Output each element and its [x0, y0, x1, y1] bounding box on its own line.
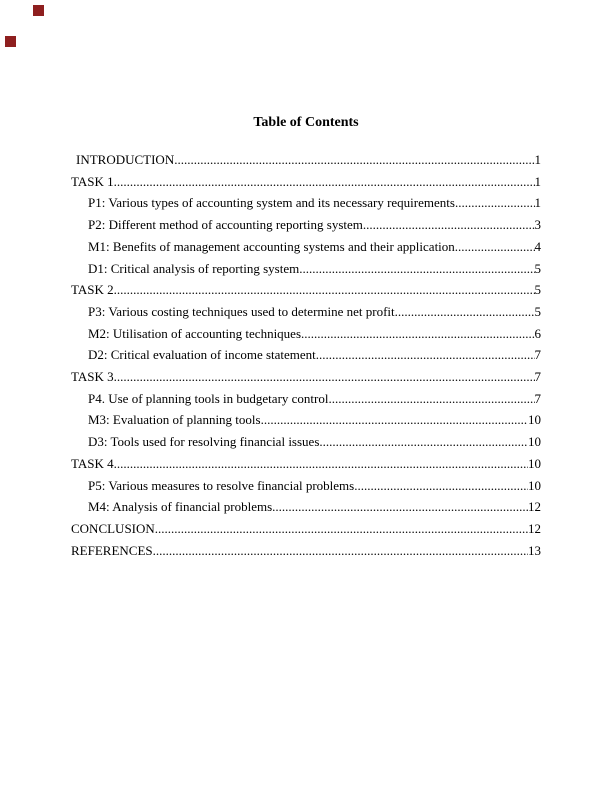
toc-entry-label: P2: Different method of accounting reporting system [88, 217, 363, 233]
toc-entry-label: M3: Evaluation of planning tools [88, 412, 261, 428]
dot-leader [299, 258, 534, 280]
toc-entry-label: M4: Analysis of financial problems [88, 499, 273, 515]
toc-page-number: 1 [534, 152, 541, 167]
toc-entry-label: D3: Tools used for resolving financial issues [88, 434, 320, 450]
toc-page-number: 5 [534, 282, 541, 298]
toc-page-number: 1 [534, 173, 541, 189]
toc-entry [71, 453, 541, 475]
toc-page-number: 6 [534, 325, 541, 341]
table-of-contents [71, 113, 541, 561]
dot-leader [155, 518, 528, 540]
toc-entry [71, 236, 541, 258]
toc-entry-label: TASK 1 [71, 173, 114, 189]
toc-entry-label: TASK 3 [71, 369, 114, 385]
toc-page-number: 7 [534, 369, 541, 385]
dot-leader [114, 171, 535, 193]
toc-entry-label: D2: Critical evaluation of income statement [88, 347, 316, 363]
toc-entry [71, 366, 541, 388]
toc-entry-label: INTRODUCTION [76, 152, 175, 167]
toc-entry-label: TASK 2 [71, 282, 114, 298]
toc-entry-label: P5: Various measures to resolve financial problems [88, 477, 355, 493]
toc-entry [71, 540, 541, 562]
dot-leader [354, 475, 528, 497]
toc-page-number: 10 [528, 477, 541, 493]
toc-page-number: 10 [528, 412, 541, 428]
toc-page-number: 5 [534, 303, 541, 319]
toc-entry [71, 323, 541, 345]
toc-entry [71, 258, 541, 280]
dot-leader [328, 388, 534, 410]
toc-entry [71, 214, 541, 236]
toc-page-number: 7 [534, 390, 541, 406]
dot-leader [395, 301, 535, 323]
toc-page-number: 12 [528, 499, 541, 515]
toc-page-number: 7 [534, 347, 541, 363]
toc-entry [71, 431, 541, 453]
toc-entry [71, 388, 541, 410]
toc-page-number: 5 [534, 260, 541, 276]
toc-entry-label: M1: Benefits of management accounting systems and their application [88, 238, 455, 254]
toc-entry [71, 149, 541, 171]
toc-entry [71, 301, 541, 323]
toc-page-number: 13 [528, 542, 541, 558]
corner-mark-top [33, 5, 44, 16]
dot-leader [319, 431, 528, 453]
dot-leader [114, 279, 535, 301]
toc-entry-label: REFERENCES [71, 542, 153, 558]
toc-page-number: 1 [534, 195, 541, 211]
dot-leader [174, 149, 534, 171]
dot-leader [363, 214, 535, 236]
dot-leader [261, 409, 528, 431]
toc-page-number: 10 [528, 455, 541, 471]
page-title: Table of Contents [253, 115, 359, 130]
toc-entry [71, 518, 541, 540]
dot-leader [114, 366, 535, 388]
toc-page-number: 3 [534, 217, 541, 233]
dot-leader [272, 496, 528, 518]
dot-leader [455, 236, 535, 258]
toc-entry-label: D1: Critical analysis of reporting system [88, 260, 300, 276]
toc-entry [71, 192, 541, 214]
toc-entry [71, 344, 541, 366]
toc-page-number: 12 [528, 520, 541, 536]
toc-page-number: 4 [534, 238, 541, 254]
dot-leader [114, 453, 528, 475]
toc-entry [71, 409, 541, 431]
toc-page-number: 10 [528, 434, 541, 450]
dot-leader [455, 192, 535, 214]
toc-entry-label: TASK 4 [71, 455, 114, 471]
toc-entry-label: P4. Use of planning tools in budgetary control [88, 390, 329, 406]
toc-entry [71, 171, 541, 193]
toc-entry-label: P3: Various costing techniques used to determine net profit [88, 303, 395, 319]
dot-leader [153, 540, 528, 562]
dot-leader [301, 323, 534, 345]
toc-entry [71, 496, 541, 518]
toc-entry [71, 279, 541, 301]
dot-leader [316, 344, 535, 366]
toc-entry-label: CONCLUSION [71, 520, 155, 536]
corner-mark-left [5, 36, 16, 47]
toc-entry-label: P1: Various types of accounting system and its necessary requirements [88, 195, 455, 211]
toc-entry-label: M2: Utilisation of accounting techniques [88, 325, 302, 341]
toc-entry [71, 475, 541, 497]
